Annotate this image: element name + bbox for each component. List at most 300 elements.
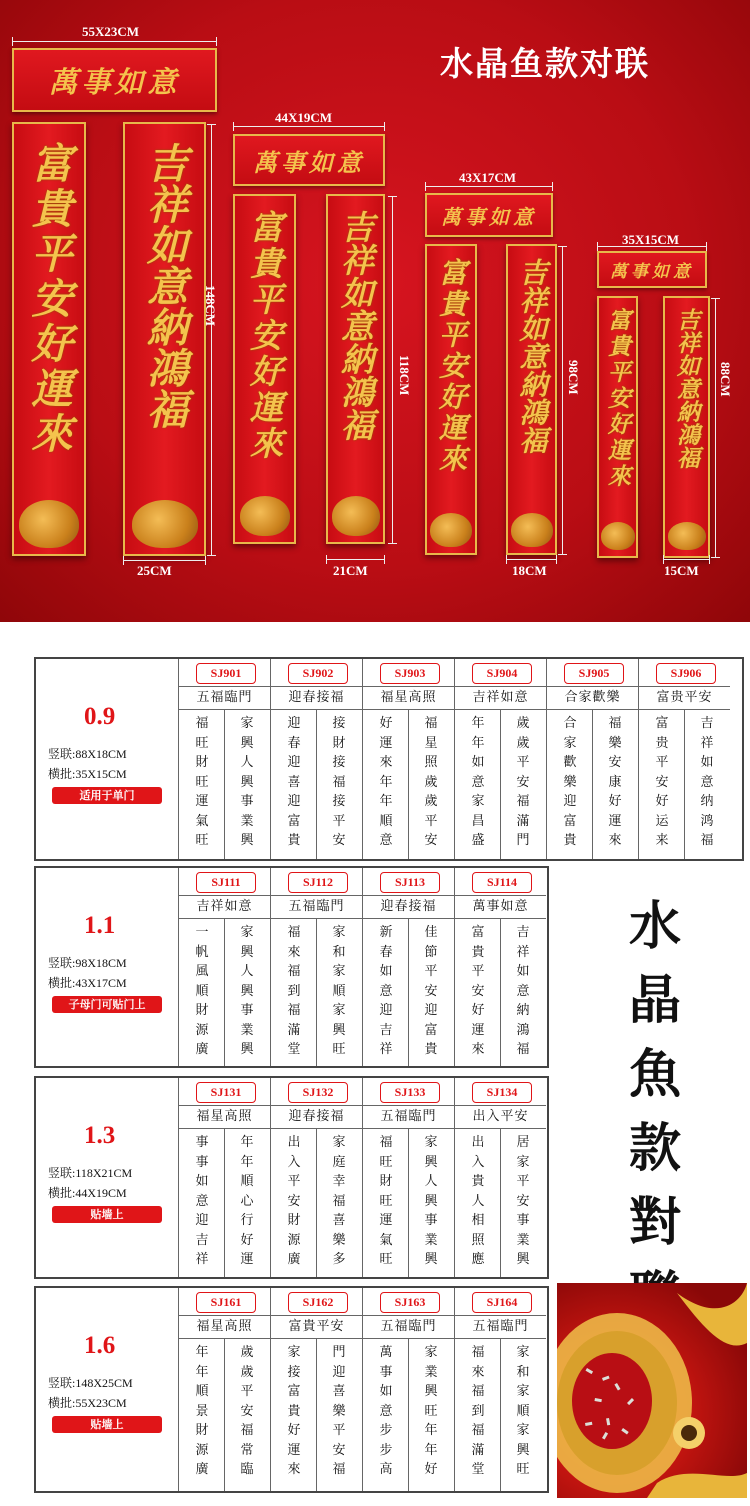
dimension-line	[326, 559, 385, 560]
couplet-char: 吉	[379, 1022, 393, 1038]
height-label: 118CM	[397, 355, 412, 396]
couplet-char: 行	[240, 1213, 254, 1228]
couplet-char: 合	[563, 716, 577, 731]
couplet-char: 人	[471, 1193, 485, 1209]
vertical-size-spec: 竖联:148X25CM	[48, 1376, 133, 1390]
couplet-char: 家	[424, 1135, 438, 1150]
couplet-char: 興	[332, 1022, 346, 1038]
product-column	[270, 1288, 362, 1491]
column-divider	[684, 710, 685, 859]
couplet-char: 迎	[563, 794, 577, 809]
couplet-char: 興	[516, 1252, 530, 1267]
column-divider	[224, 710, 225, 859]
couplet-char: 好	[240, 1232, 254, 1248]
column-divider	[408, 1339, 409, 1491]
couplet-char: 運	[471, 1022, 485, 1038]
couplet-char: 相	[471, 1213, 485, 1228]
couplet-char: 照	[424, 755, 438, 770]
heng-pi-text: 吉祥如意	[179, 895, 270, 919]
couplet-char: 興	[240, 833, 254, 848]
width-label: 25CM	[137, 563, 172, 578]
heng-size-label: 35X15CM	[622, 232, 680, 247]
couplet-char: 家	[516, 1423, 530, 1438]
column-divider	[316, 710, 317, 859]
couplet-char: 春	[379, 944, 393, 960]
couplet-char: 喜	[332, 1213, 346, 1228]
couplet-char: 運	[379, 735, 393, 751]
column-divider	[408, 1129, 409, 1277]
couplet-char: 歲	[240, 1364, 254, 1380]
product-code: SJ114	[472, 872, 532, 893]
couplet-char: 家	[332, 1003, 346, 1018]
product-column	[178, 1288, 270, 1491]
fish-ornament	[19, 500, 79, 548]
couplet-char: 意	[379, 833, 393, 848]
couplet-char: 旺	[195, 735, 209, 751]
fish-photo-graphic	[557, 1283, 747, 1498]
product-column	[362, 1288, 454, 1491]
product-column	[270, 659, 362, 859]
couplet-char: 吉	[516, 925, 530, 940]
couplet-char: 平	[332, 813, 346, 829]
couplet-char: 平	[516, 1174, 530, 1189]
usage-tag: 适用于单门	[52, 787, 162, 804]
horizontal-size-spec: 横批:55X23CM	[48, 1396, 127, 1410]
couplet-char: 氣	[379, 1232, 393, 1248]
couplet-char: 家	[516, 1154, 530, 1170]
heng-pi-text: 合家歡樂	[547, 686, 638, 710]
couplet-char: 安	[655, 774, 669, 790]
dimension-line	[211, 124, 212, 556]
heng-pi: 萬事如意	[425, 193, 553, 237]
product-column	[454, 659, 546, 859]
couplet-char: 意	[516, 983, 530, 999]
couplet-char: 年	[424, 1442, 438, 1458]
couplet-char: 門	[516, 833, 530, 848]
couplet-char: 旺	[379, 1193, 393, 1209]
dimension-line	[562, 246, 563, 555]
heng-size-label: 55X23CM	[82, 24, 140, 39]
couplet-char: 如	[700, 755, 714, 770]
couplet-char: 盛	[471, 833, 485, 848]
couplet-char: 家	[516, 1345, 530, 1360]
couplet-char: 堂	[287, 1042, 301, 1057]
couplet-char: 事	[240, 794, 254, 809]
couplet-char: 安	[287, 1193, 301, 1209]
couplet-char: 年	[195, 1345, 209, 1360]
product-code: SJ905	[564, 663, 624, 684]
couplet-char: 歲	[424, 794, 438, 809]
product-column	[454, 868, 546, 1066]
product-column	[638, 659, 730, 859]
couplet-char: 風	[195, 964, 209, 979]
couplet-char: 安	[424, 833, 438, 848]
couplet-char: 景	[195, 1403, 209, 1419]
couplet-char: 歲	[424, 774, 438, 790]
couplet-char: 迎	[287, 794, 301, 809]
height-label: 88CM	[718, 362, 733, 397]
couplet-char: 旺	[424, 1403, 438, 1419]
couplet-char: 家	[287, 1345, 301, 1360]
couplet-char: 好	[655, 794, 669, 809]
couplet-char: 源	[195, 1022, 209, 1038]
couplet-char: 常	[240, 1442, 254, 1458]
horizontal-size-spec: 横批:43X17CM	[48, 976, 127, 990]
height-label: 148CM	[203, 285, 218, 327]
column-divider	[408, 919, 409, 1066]
couplet-char: 福	[287, 964, 301, 979]
couplet-char: 接	[332, 755, 346, 770]
side-title-char: 對	[628, 1192, 681, 1253]
couplet-char: 高	[379, 1462, 393, 1477]
couplet-char: 興	[240, 944, 254, 960]
couplet-char: 興	[424, 1384, 438, 1399]
couplet-char: 吉	[700, 716, 714, 731]
heng-pi-text: 富貴平安	[271, 1315, 362, 1339]
couplet-char: 如	[516, 964, 530, 979]
couplet-char: 庭	[332, 1154, 346, 1170]
couplet-char: 星	[424, 735, 438, 751]
heng-pi-text: 萬事如意	[455, 895, 546, 919]
couplet-char: 意	[471, 774, 485, 790]
couplet-char: 好	[379, 716, 393, 731]
couplet-char: 廣	[287, 1252, 301, 1267]
product-code: SJ161	[196, 1292, 256, 1313]
product-column	[178, 868, 270, 1066]
couplet-char: 昌	[471, 813, 485, 829]
dimension-line	[715, 298, 716, 558]
couplet-char: 興	[240, 735, 254, 751]
couplet-char: 富	[287, 813, 301, 829]
couplet-char: 順	[195, 1384, 209, 1399]
couplet-char: 如	[379, 1384, 393, 1399]
couplet-char: 年	[240, 1135, 254, 1150]
heng-size-label: 44X19CM	[275, 110, 333, 125]
product-column	[362, 659, 454, 859]
couplet-char: 門	[332, 1345, 346, 1360]
couplet-char: 年	[195, 1364, 209, 1380]
couplet-char: 樂	[563, 774, 577, 790]
couplet-char: 新	[379, 925, 393, 940]
couplet-char: 如	[471, 755, 485, 770]
product-banner	[0, 0, 750, 622]
product-code: SJ903	[380, 663, 440, 684]
column-divider	[500, 1129, 501, 1277]
couplet-char: 貴	[424, 1042, 438, 1057]
couplet-char: 平	[424, 813, 438, 829]
couplet-char: 運	[287, 1442, 301, 1458]
couplet-char: 來	[608, 833, 622, 848]
couplet-char: 財	[287, 1213, 301, 1228]
heng-pi-text: 迎春接福	[363, 895, 454, 919]
couplet-char: 來	[379, 755, 393, 770]
couplet-char: 業	[240, 1022, 254, 1038]
couplet-char: 運	[240, 1252, 254, 1267]
vertical-size-spec: 竖联:88X18CM	[48, 747, 127, 761]
couplet-char: 步	[379, 1442, 393, 1458]
product-code: SJ131	[196, 1082, 256, 1103]
couplet-char: 興	[240, 774, 254, 790]
couplet-right	[506, 244, 557, 555]
product-column	[178, 1078, 270, 1277]
price-table	[34, 1286, 549, 1493]
couplet-char: 富	[424, 1022, 438, 1038]
couplet-char: 歲	[240, 1345, 254, 1360]
price-value: 1.1	[84, 912, 116, 939]
product-column	[546, 659, 638, 859]
couplet-char: 旺	[195, 774, 209, 790]
couplet-text: 富貴平安好運來	[604, 308, 631, 490]
couplet-char: 平	[424, 964, 438, 979]
product-code: SJ904	[472, 663, 532, 684]
product-column	[454, 1288, 546, 1491]
couplet-char: 出	[471, 1135, 485, 1150]
couplet-char: 安	[240, 1403, 254, 1419]
couplet-char: 好	[287, 1423, 301, 1438]
price-table	[34, 866, 549, 1068]
couplet-char: 順	[195, 983, 209, 999]
column-divider	[500, 1339, 501, 1491]
couplet-char: 福	[332, 1193, 346, 1209]
column-divider	[224, 1129, 225, 1277]
crystal-fish-closeup	[557, 1283, 747, 1498]
couplet-right	[663, 296, 710, 558]
dimension-line	[506, 559, 557, 560]
couplet-char: 和	[516, 1364, 530, 1380]
couplet-char: 歲	[516, 716, 530, 731]
couplet-char: 贵	[655, 735, 669, 751]
couplet-char: 纳	[700, 794, 714, 809]
couplet-char: 滿	[471, 1442, 485, 1458]
heng-pi-text: 出入平安	[455, 1105, 546, 1129]
couplet-char: 家	[563, 735, 577, 751]
couplet-char: 興	[424, 1154, 438, 1170]
couplet-char: 來	[287, 944, 301, 960]
couplet-char: 家	[332, 925, 346, 940]
couplet-char: 安	[516, 1193, 530, 1209]
heng-pi: 萬事如意	[597, 251, 707, 288]
column-divider	[316, 1339, 317, 1491]
couplet-char: 吉	[195, 1232, 209, 1248]
couplet-char: 接	[287, 1364, 301, 1380]
couplet-char: 滿	[287, 1022, 301, 1038]
heng-pi-text: 吉祥如意	[455, 686, 546, 710]
dimension-line	[123, 560, 206, 561]
couplet-char: 和	[332, 944, 346, 960]
product-code: SJ902	[288, 663, 348, 684]
heng-pi-text: 福星高照	[179, 1105, 270, 1129]
couplet-char: 氣	[195, 813, 209, 829]
couplet-char: 事	[240, 1003, 254, 1018]
couplet-char: 祥	[379, 1042, 393, 1057]
couplet-char: 人	[240, 755, 254, 770]
product-column	[178, 659, 270, 859]
couplet-char: 興	[240, 1042, 254, 1057]
couplet-char: 事	[195, 1135, 209, 1150]
couplet-char: 家	[240, 716, 254, 731]
couplet-char: 福	[287, 925, 301, 940]
product-code: SJ113	[380, 872, 440, 893]
couplet-char: 堂	[471, 1462, 485, 1477]
couplet-char: 順	[379, 813, 393, 829]
couplet-char: 平	[471, 964, 485, 979]
couplet-char: 業	[240, 813, 254, 829]
width-label: 21CM	[333, 563, 368, 578]
couplet-char: 好	[424, 1462, 438, 1477]
couplet-char: 迎	[424, 1003, 438, 1018]
couplet-char: 福	[608, 716, 622, 731]
couplet-text: 吉祥如意納鴻福	[140, 142, 188, 429]
side-title-char: 款	[628, 1118, 681, 1179]
couplet-char: 运	[655, 813, 669, 829]
couplet-char: 福	[332, 774, 346, 790]
couplet-char: 福	[700, 833, 714, 848]
heng-pi-text: 五福臨門	[179, 686, 270, 710]
couplet-char: 貴	[287, 1403, 301, 1419]
width-label: 18CM	[512, 563, 547, 578]
couplet-char: 興	[240, 983, 254, 999]
column-divider	[592, 710, 593, 859]
couplet-char: 福	[240, 1423, 254, 1438]
product-column	[362, 868, 454, 1066]
heng-pi-text: 五福臨門	[363, 1315, 454, 1339]
dimension-line	[663, 559, 710, 560]
dimension-line	[392, 196, 393, 544]
couplet-char: 平	[240, 1384, 254, 1399]
heng-pi-text: 五福臨門	[271, 895, 362, 919]
couplet-char: 人	[240, 964, 254, 979]
couplet-char: 安	[608, 755, 622, 770]
couplet-char: 順	[332, 983, 346, 999]
heng-pi-text: 迎春接福	[271, 1105, 362, 1129]
side-title-char: 水	[628, 896, 681, 957]
couplet-char: 安	[516, 774, 530, 790]
couplet-char: 樂	[608, 735, 622, 751]
couplet-text: 富貴平安好運來	[435, 258, 468, 475]
couplet-char: 康	[608, 774, 622, 790]
column-divider	[316, 1129, 317, 1277]
column-divider	[408, 710, 409, 859]
fish-ornament	[430, 513, 472, 547]
dimension-line	[425, 186, 553, 187]
couplet-char: 順	[516, 1403, 530, 1419]
couplet-char: 財	[195, 1003, 209, 1018]
couplet-char: 興	[424, 1252, 438, 1267]
couplet-char: 鴻	[516, 1022, 530, 1038]
couplet-char: 平	[332, 1423, 346, 1438]
couplet-char: 福	[195, 716, 209, 731]
couplet-char: 来	[655, 833, 669, 848]
couplet-left	[425, 244, 477, 555]
price-table	[34, 1076, 549, 1279]
couplet-char: 入	[471, 1154, 485, 1170]
dimension-line	[12, 41, 217, 42]
couplet-char: 家	[424, 1345, 438, 1360]
heng-size-label: 43X17CM	[459, 170, 517, 185]
couplet-char: 步	[379, 1423, 393, 1438]
couplet-char: 廣	[195, 1462, 209, 1477]
couplet-char: 春	[287, 735, 301, 751]
couplet-char: 旺	[195, 833, 209, 848]
couplet-char: 平	[516, 755, 530, 770]
couplet-char: 如	[379, 964, 393, 979]
couplet-right	[123, 122, 206, 556]
couplet-char: 順	[240, 1174, 254, 1189]
couplet-char: 來	[287, 1462, 301, 1477]
couplet-char: 事	[516, 1213, 530, 1228]
couplet-char: 幸	[332, 1174, 346, 1189]
couplet-char: 貴	[471, 944, 485, 960]
column-divider	[500, 919, 501, 1066]
fish-ornament	[132, 500, 198, 548]
heng-pi-text: 富贵平安	[639, 686, 730, 710]
side-title-char: 魚	[628, 1044, 681, 1105]
couplet-char: 迎	[287, 755, 301, 770]
couplet-char: 業	[516, 1232, 530, 1248]
couplet-char: 祥	[195, 1252, 209, 1267]
couplet-char: 好	[608, 794, 622, 809]
couplet-left	[233, 194, 296, 544]
dimension-line	[233, 126, 385, 127]
usage-tag: 贴墙上	[52, 1206, 162, 1223]
column-divider	[500, 710, 501, 859]
product-code: SJ906	[656, 663, 716, 684]
fish-ornament	[332, 496, 380, 536]
couplet-char: 事	[195, 1154, 209, 1170]
couplet-char: 喜	[332, 1384, 346, 1399]
price-value: 0.9	[84, 703, 116, 730]
couplet-right	[326, 194, 385, 544]
couplet-char: 接	[332, 716, 346, 731]
couplet-char: 到	[287, 983, 301, 999]
couplet-char: 佳	[424, 925, 438, 940]
couplet-text: 吉祥如意納鴻福	[336, 210, 375, 441]
couplet-char: 節	[424, 944, 438, 960]
couplet-char: 財	[195, 1423, 209, 1438]
couplet-char: 事	[379, 1364, 393, 1380]
couplet-char: 祥	[516, 944, 530, 960]
side-title-char: 晶	[628, 970, 681, 1031]
couplet-char: 財	[379, 1174, 393, 1189]
product-code: SJ133	[380, 1082, 440, 1103]
couplet-char: 貴	[287, 833, 301, 848]
height-label: 98CM	[566, 360, 581, 395]
price-value: 1.6	[84, 1332, 116, 1359]
usage-tag: 子母门可贴门上	[52, 996, 162, 1013]
product-column	[270, 868, 362, 1066]
side-title	[620, 890, 690, 1334]
couplet-char: 帆	[195, 944, 209, 960]
couplet-char: 滿	[516, 813, 530, 829]
couplet-char: 福	[287, 1003, 301, 1018]
couplet-char: 居	[516, 1135, 530, 1150]
couplet-char: 平	[287, 1174, 301, 1189]
width-label: 15CM	[664, 563, 699, 578]
couplet-char: 來	[471, 1042, 485, 1057]
product-column	[362, 1078, 454, 1277]
couplet-char: 意	[379, 983, 393, 999]
product-code: SJ111	[196, 872, 256, 893]
couplet-text: 富貴平安好運來	[24, 142, 73, 457]
couplet-char: 如	[195, 1174, 209, 1189]
couplet-char: 廣	[195, 1042, 209, 1057]
couplet-text: 吉祥如意納鴻福	[515, 258, 549, 454]
couplet-char: 迎	[379, 1003, 393, 1018]
couplet-char: 安	[332, 833, 346, 848]
couplet-char: 喜	[287, 774, 301, 790]
couplet-char: 到	[471, 1403, 485, 1419]
couplet-char: 接	[332, 794, 346, 809]
